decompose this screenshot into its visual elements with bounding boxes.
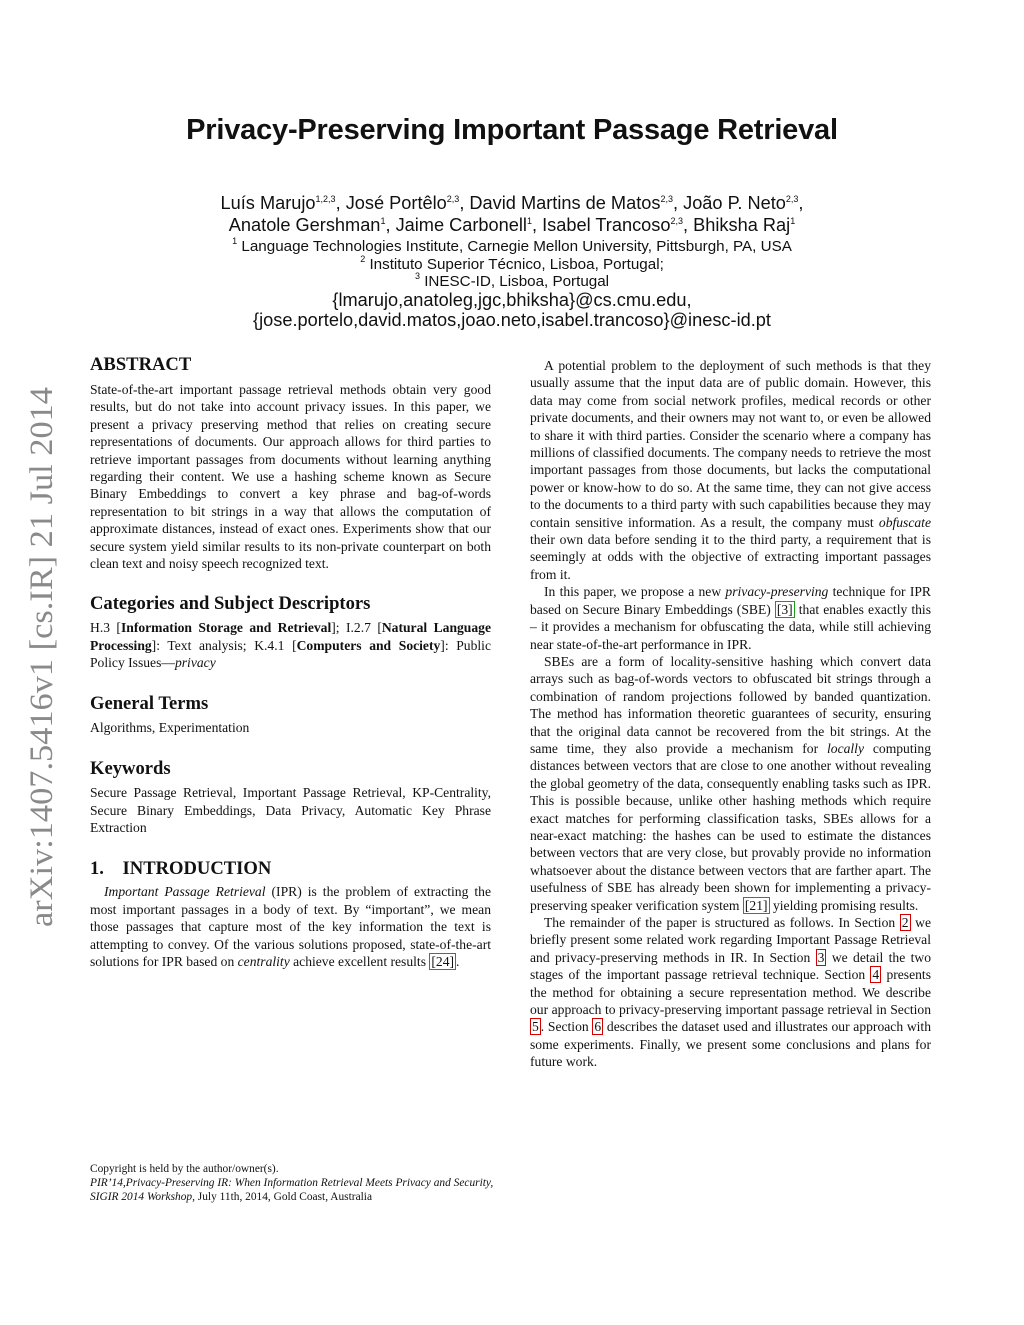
ipr-term: Important Passage Retrieval bbox=[104, 884, 266, 900]
body-text: technique for IPR based on Secure Binary Embeddings (SBE) bbox=[530, 584, 931, 617]
body-italic: locally bbox=[827, 740, 864, 756]
body-paragraph bbox=[530, 583, 931, 653]
body-text: their own data before sending it to the third party, a requirement that is seemingly at odds with the objective of extracting important passages from it. bbox=[530, 532, 931, 582]
author-line-1: Luís Marujo$^{1,2,3}$, José Portêlo$^{2,3}$, David Martins de Matos$^{2,3}$, João P. Neto$^{2,3}$, bbox=[220, 193, 804, 213]
affiliation-mark: 2 bbox=[360, 254, 366, 264]
body-text: describes the dataset used and illustrates our approach with some experiments. Finally, we present some conclusions and plans for future work. bbox=[530, 1019, 931, 1070]
categories-text bbox=[90, 619, 491, 671]
author-name: Bhiksha Raj bbox=[693, 215, 791, 235]
body-text: presents the method for obtaining a secure representation method. We describe our approach to privacy-preserving important passage retrieval in Section bbox=[530, 967, 931, 1018]
body-paragraph bbox=[530, 653, 931, 914]
author-name: João P. Neto bbox=[683, 193, 786, 213]
author-name: David Martins de Matos bbox=[469, 193, 661, 213]
body-text: SBEs are a form of locality-sensitive hashing which convert data arrays such as bag-of-words vectors to obfuscated bit strings through a combination of random projections followed by banded quantization. The method has information theoretic guarantees of security, ensuring that the original data cannot be recovered from the bit strings. At the same time, they also provide a mechanism for bbox=[530, 653, 931, 756]
affiliation-mark: 1 bbox=[232, 236, 238, 246]
affiliation-text: INESC-ID, Lisboa, Portugal bbox=[424, 273, 610, 290]
author-affil-mark: 1 bbox=[526, 216, 532, 226]
arxiv-stamp bbox=[20, 385, 60, 930]
right-column bbox=[530, 357, 931, 1071]
body-text: that enables exactly this – it provides a mechanism for obfuscating the data, while still achieving near state-of-the-art performance in IPR. bbox=[530, 601, 931, 652]
body-text: we briefly present some related work regarding Important Passage Retrieval and privacy-preserving methods in IR. In Section bbox=[530, 915, 931, 965]
body-text: A potential problem to the deployment of such methods is that they usually assume that the input data are of public domain. However, this data may come from social network profiles, medical records or other private documents, and their owners may not want to, or even be allowed to share it with third parties. Consider the scenario where a company has millions of classified documents. The company needs to retrieve the most important passages from those documents, but lacks the computational power or know-how to do so. At the same time, they can not give access to the documents to a third party with such capabilities because they may contain sensitive information. As a result, the company must bbox=[530, 358, 931, 530]
body-paragraph bbox=[530, 357, 931, 583]
body-text: . Section bbox=[540, 1019, 593, 1035]
section-link[interactable]: 4 bbox=[872, 967, 880, 983]
body-paragraph bbox=[530, 914, 931, 1071]
affiliation-3 bbox=[0, 271, 1024, 290]
general-terms-text: Algorithms, Experimentation bbox=[90, 719, 250, 735]
author-affil-mark: 1,2,3 bbox=[315, 194, 336, 204]
affiliation-1 bbox=[0, 236, 1024, 255]
email-line-1: {lmarujo,anatoleg,jgc,bhiksha}@cs.cmu.edu, bbox=[332, 290, 692, 310]
left-column bbox=[90, 354, 491, 970]
author-name: Anatole Gershman bbox=[228, 215, 381, 235]
categories-heading: Categories and Subject Descriptors bbox=[90, 593, 371, 615]
workshop-name: PIR’14,Privacy-Preserving IR: When Information Retrieval Meets Privacy and Security, SIGIR 2014 Workshop, bbox=[90, 1177, 494, 1203]
affiliation-mark: 3 bbox=[414, 271, 420, 281]
section-link[interactable]: 6 bbox=[594, 1019, 602, 1035]
author-name: Jaime Carbonell bbox=[395, 215, 527, 235]
body-text: yielding promising results. bbox=[769, 897, 919, 913]
citation-link[interactable]: [21] bbox=[744, 897, 768, 913]
body-text: In this paper, we propose a new bbox=[544, 584, 726, 600]
intro-italic: centrality bbox=[237, 953, 290, 969]
cat-italic: privacy bbox=[174, 655, 216, 671]
arxiv-id: arXiv:1407.5416v1 [cs.IR] 21 Jul 2014 bbox=[24, 408, 60, 927]
cat-bold: Natural Language Processing bbox=[90, 620, 491, 653]
keywords-text: Secure Passage Retrieval, Important Passage Retrieval, KP-Centrality, Secure Binary Embeddings, Data Privacy, Automatic Key Phrase Extraction bbox=[90, 785, 491, 835]
cat-text: ]: Text analysis; K.4.1 [ bbox=[151, 637, 297, 653]
workshop-date: July 11th, 2014, Gold Coast, Australia bbox=[194, 1191, 373, 1203]
author-name: Isabel Trancoso bbox=[542, 215, 671, 235]
body-text: The remainder of the paper is structured as follows. In Section bbox=[544, 915, 900, 930]
cat-text: ]: Public Policy Issues— bbox=[90, 637, 491, 671]
intro-text: (IPR) is the problem of extracting the most important passages in a body of text. By “important”, we mean those passages that capture most of the key information the text is attempting to convey. Of the various solutions proposed, state-of-the-art solutions for IPR based on bbox=[90, 884, 491, 969]
abstract-text: State-of-the-art important passage retrieval methods obtain very good results, but do not take into account privacy issues. In this paper, we present a privacy preserving method that relies on creating secure representations of documents. Our approach allows for third parties to retrieve important passages from documents without learning anything regarding their content. We use a hashing scheme known as Secure Binary Embeddings to convert a key phrase and bag-of-words representation to bit strings in a way that allows the computation of approximate distances, instead of exact ones. Experiments show that our secure system yield similar results to its non-private counterpart on both clean text and noisy speech recognized text. bbox=[90, 382, 491, 572]
author-line-2: Anatole Gershman$^1$, Jaime Carbonell$^1$, Isabel Trancoso$^{2,3}$, Bhiksha Raj$^1$ bbox=[228, 215, 796, 235]
workshop-line bbox=[90, 1176, 500, 1204]
cat-text: H.3 [ bbox=[90, 620, 121, 636]
section-link[interactable]: 2 bbox=[901, 915, 909, 930]
cat-bold: Information Storage and Retrieval bbox=[120, 620, 332, 636]
affiliation-text: Language Technologies Institute, Carnegie Mellon University, Pittsburgh, PA, USA bbox=[241, 238, 792, 255]
author-affil-mark: 1 bbox=[380, 216, 386, 226]
body-italic: obfuscate bbox=[878, 514, 931, 530]
cat-text: ]; I.2.7 [ bbox=[331, 620, 382, 636]
general-terms-heading: General Terms bbox=[90, 692, 209, 714]
section-link[interactable]: 3 bbox=[817, 949, 825, 965]
citation-link[interactable]: [3] bbox=[776, 601, 793, 617]
citation-link[interactable]: [24] bbox=[431, 953, 455, 969]
author-name: Luís Marujo bbox=[220, 193, 316, 213]
body-italic: privacy-preserving bbox=[725, 584, 829, 600]
abstract-heading: ABSTRACT bbox=[90, 354, 192, 375]
intro-text: achieve excellent results bbox=[289, 953, 430, 969]
intro-text: . bbox=[456, 953, 460, 969]
author-name: José Portêlo bbox=[345, 193, 447, 213]
body-text: we detail the two stages of the important passage retrieval technique. Section bbox=[530, 949, 931, 983]
cat-bold: Computers and Society bbox=[296, 637, 441, 653]
author-affil-mark: 2,3 bbox=[670, 216, 684, 226]
section-link[interactable]: 5 bbox=[532, 1019, 539, 1035]
keywords-heading: Keywords bbox=[90, 758, 171, 780]
author-affil-mark: 1 bbox=[790, 216, 796, 226]
copyright-line: Copyright is held by the author/owner(s). bbox=[90, 1163, 279, 1175]
author-affil-mark: 2,3 bbox=[446, 194, 460, 204]
author-affil-mark: 2,3 bbox=[785, 194, 799, 204]
affiliation-text: Instituto Superior Técnico, Lisboa, Portugal; bbox=[369, 256, 664, 273]
copyright-block bbox=[90, 1162, 500, 1204]
paper-title: Privacy-Preserving Important Passage Retrieval bbox=[186, 114, 838, 146]
author-affil-mark: 2,3 bbox=[660, 194, 673, 204]
body-text: computing distances between vectors that are close to one another without revealing the global geometry of the data, consequently enabling tasks such as IPR. This is possible because, unlike other hashing methods which require exact matches for performing classification tasks, SBEs allows for a near-exact matching: the hashes can be used to estimate the distances between vectors that are very close, but provably provide no information whatsoever about the distance between vectors that are farther apart. The usefulness of SBE has already been shown for implementing a privacy-preserving speaker verification system bbox=[530, 740, 932, 913]
email-line-2: {jose.portelo,david.matos,joao.neto,isabel.trancoso}@inesc-id.pt bbox=[253, 310, 771, 330]
introduction-paragraph bbox=[90, 883, 491, 970]
introduction-heading: 1. INTRODUCTION bbox=[90, 858, 272, 880]
